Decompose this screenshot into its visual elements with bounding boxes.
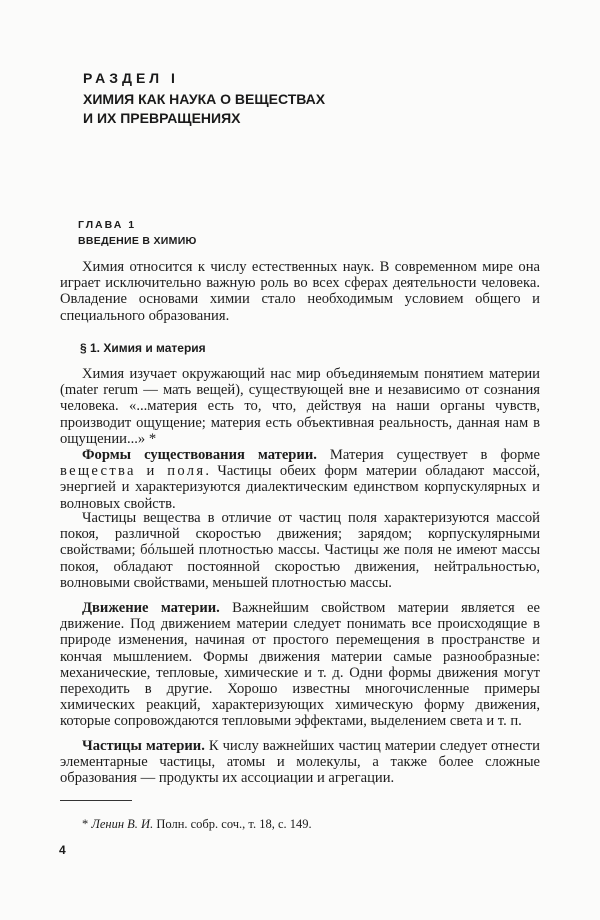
section-label: РАЗДЕЛ I <box>83 70 179 86</box>
spaced-emphasis: вещества и поля <box>60 463 206 480</box>
chapter-label: ГЛАВА 1 <box>78 219 137 231</box>
footnote-source: Полн. собр. соч., т. 18, с. 149. <box>153 817 312 831</box>
paragraph-text: Материя существует в форме <box>316 447 540 463</box>
paragraph-matter: Химия изучает окружающий нас мир объединяемым понятием материи (mater rerum — мать вещей), существующей вне и независимо от сознания человека. «...материя есть то, что, действуя на наши органы чувств, производит ощущение; материя есть объективная реальность, данная нам в ощущении...» * <box>60 366 540 447</box>
paragraph-text: Важнейшим свойством материи является ее движение. Под движением материи следует понимать все происходящие в природе изменения, начиная от простого перемещения в пространстве и кончая мышлением. Формы движения материи самые разнообразные: механические, тепловые, химические и т. д. Одни формы движения могут переходить в другие. Хорошо известны многочисленные примеры химических реакций, характеризующих химическую форму движения, которые сопровождаются тепловыми эффектами, выделением света и т. п. <box>60 600 540 730</box>
paragraph-heading: Движение материи. <box>82 600 220 616</box>
section-title <box>83 90 523 128</box>
paragraph-particles-comparison: Частицы вещества в отличие от частиц поля характеризуются массой покоя, различной скоростью движения; зарядом; корпускулярными свойствами; бóльшей плотностью массы. Частицы же поля не имеют массы покоя, обладают постоянной скоростью движения, нейтральностью, волновыми свойствами, меньшей плотностью массы. <box>60 510 540 591</box>
section-title-line: ХИМИЯ КАК НАУКА О ВЕЩЕСТВАХ <box>83 91 326 107</box>
footnote-mark: * <box>82 817 92 831</box>
page-number: 4 <box>59 843 66 857</box>
paragraph-text: . Частицы обеих форм материи обладают массой, энергией и характеризуются диалектическим единством корпускулярных и волновых свойств. <box>60 463 540 512</box>
paragraph-text: К числу важнейших частиц материи следует отнести элементарные частицы, атомы и молекулы, а также более сложные образования — продукты их ассоциации и агрегации. <box>60 738 540 787</box>
chapter-title: ВВЕДЕНИЕ В ХИМИЮ <box>78 235 197 247</box>
paragraph-particles <box>60 738 540 787</box>
paragraph-heading: Формы существования материи. <box>82 447 317 463</box>
footnote-divider <box>60 800 132 801</box>
paragraph-forms <box>60 447 540 512</box>
section-title-line: И ИХ ПРЕВРАЩЕНИЯХ <box>83 110 241 126</box>
paragraph-section-heading: § 1. Химия и материя <box>80 341 206 355</box>
intro-paragraph: Химия относится к числу естественных наук. В современном мире она играет исключительно важную роль во всех сферах деятельности человека. Овладение основами химии стало необходимым условием общего и специального образования. <box>60 259 540 324</box>
paragraph-heading: Частицы материи. <box>82 738 205 754</box>
footnote-author: Ленин В. И. <box>91 817 154 831</box>
footnote <box>82 817 312 831</box>
paragraph-motion <box>60 600 540 730</box>
